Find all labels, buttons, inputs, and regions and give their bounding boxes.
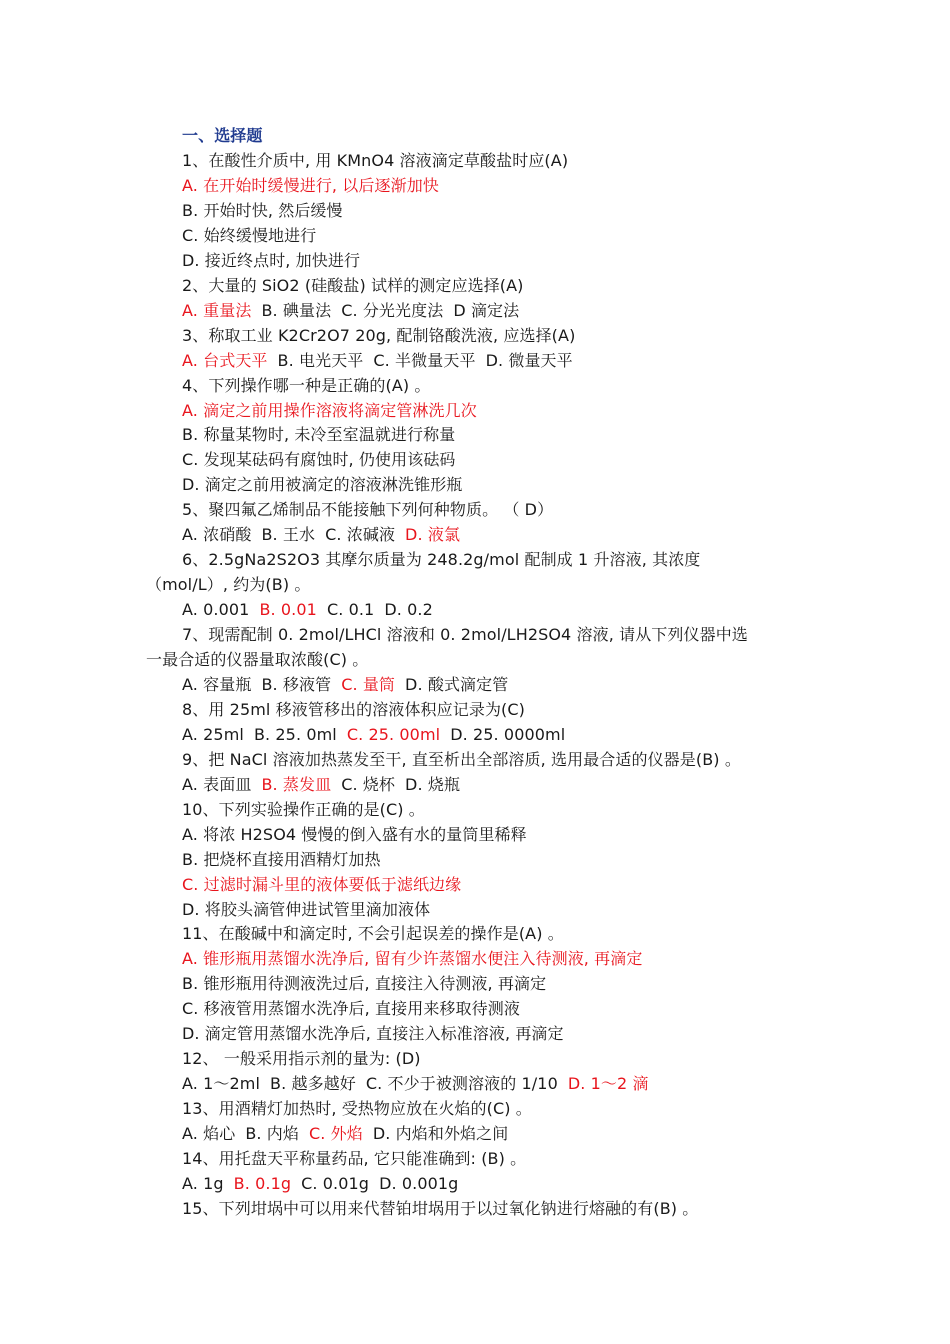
question-text: C. 发现某砝码有腐蚀时, 仍使用该砝码: [182, 450, 456, 470]
text-line: [182, 748, 741, 772]
question-text: D. 酸式滴定管: [405, 674, 509, 694]
text-line: [182, 848, 381, 872]
answer-text: B. 0.01: [259, 600, 317, 620]
text-line: [182, 947, 642, 971]
question-text: D. 微量天平: [485, 350, 573, 370]
options-line: [182, 1172, 458, 1196]
text-line: [182, 249, 360, 273]
options-line: [182, 349, 573, 373]
question-text: C. 始终缓慢地进行: [182, 225, 317, 245]
question-text: A. 将浓 H2SO4 慢慢的倒入盛有水的量筒里稀释: [182, 824, 527, 844]
answer-text: A. 重量法: [182, 300, 252, 320]
question-text: C. 烧杯: [341, 774, 396, 794]
answer-text: C. 过滤时漏斗里的液体要低于滤纸边缘: [182, 874, 462, 894]
text-line: [182, 274, 524, 298]
question-text: B. 把烧杯直接用酒精灯加热: [182, 849, 381, 869]
question-text: 一最合适的仪器量取浓酸(C) 。: [146, 650, 369, 669]
text-line: [182, 798, 425, 822]
question-text: 7、现需配制 0. 2mol/LHCl 溶液和 0. 2mol/LH2SO4 溶液, 请从下列仪器中选: [182, 625, 748, 645]
text-line: [182, 1147, 526, 1171]
options-line: [182, 523, 460, 547]
question-text: B. 电光天平: [277, 350, 364, 370]
text-line: [182, 823, 527, 847]
question-text: C. 浓碱液: [325, 525, 396, 545]
question-text: D. 烧瓶: [405, 774, 461, 794]
question-text: D. 滴定管用蒸馏水洗净后, 直接注入标准溶液, 再滴定: [182, 1024, 564, 1044]
question-text: C. 移液管用蒸馏水洗净后, 直接用来移取待测液: [182, 999, 520, 1019]
question-text: 10、下列实验操作正确的是(C) 。: [182, 799, 425, 819]
answer-text: D. 1～2 滴: [567, 1074, 649, 1094]
question-text: B. 开始时快, 然后缓慢: [182, 200, 343, 220]
text-line: [182, 548, 700, 572]
question-text: 6、2.5gNa2S2O3 其摩尔质量为 248.2g/mol 配制成 1 升溶液, 其浓度: [182, 550, 701, 570]
question-text: D. 滴定之前用被滴定的溶液淋洗锥形瓶: [182, 475, 463, 495]
question-text: D. 0.001g: [379, 1173, 459, 1193]
answer-text: B. 0.1g: [233, 1173, 292, 1193]
text-line: [146, 573, 310, 597]
question-text: 13、用酒精灯加热时, 受热物应放在火焰的(C) 。: [182, 1099, 532, 1119]
question-text: D. 内焰和外焰之间: [372, 1124, 509, 1144]
answer-text: A. 台式天平: [182, 350, 268, 370]
question-text: A. 表面皿: [182, 774, 252, 794]
answer-text: C. 量筒: [341, 674, 396, 694]
answer-text: C. 25. 00ml: [346, 724, 441, 744]
question-text: D. 接近终点时, 加快进行: [182, 250, 361, 270]
question-text: B. 碘量法: [261, 300, 332, 320]
options-line: [182, 1072, 649, 1096]
question-text: B. 25. 0ml: [253, 724, 337, 744]
question-text: 9、把 NaCl 溶液加热蒸发至干, 直至析出全部溶质, 选用最合适的仪器是(B) 。: [182, 749, 741, 769]
question-text: 1、在酸性介质中, 用 KMnO4 溶液滴定草酸盐时应(A): [182, 151, 569, 170]
text-line: [182, 498, 553, 522]
question-text: 4、下列操作哪一种是正确的(A) 。: [182, 375, 431, 395]
text-line: [182, 149, 568, 173]
text-line: [146, 648, 368, 672]
question-text: C. 半微量天平: [373, 350, 476, 370]
answer-text: C. 外焰: [309, 1124, 363, 1144]
question-text: B. 移液管: [261, 674, 332, 694]
text-line: [182, 922, 564, 946]
text-line: [182, 224, 316, 248]
text-line: [182, 1047, 421, 1071]
question-text: 12、 一般采用指示剂的量为: (D): [182, 1049, 421, 1069]
text-line: [182, 1097, 532, 1121]
question-text: B. 称量某物时, 未冷至室温就进行称量: [182, 425, 456, 445]
text-line: [182, 374, 431, 398]
question-text: A. 0.001: [182, 600, 250, 620]
text-line: [182, 698, 525, 722]
options-line: [182, 723, 565, 747]
options-line: [182, 773, 460, 797]
answer-text: B. 蒸发皿: [261, 774, 332, 794]
question-text: （mol/L）, 约为(B) 。: [146, 575, 311, 595]
question-text: A. 1g: [182, 1173, 224, 1193]
text-line: [182, 1197, 698, 1221]
text-line: [182, 324, 575, 348]
text-line: [182, 448, 456, 472]
question-text: B. 内焰: [245, 1124, 299, 1144]
question-text: D. 25. 0000ml: [450, 724, 566, 744]
answer-text: A. 锥形瓶用蒸馏水洗净后, 留有少许蒸馏水便注入待测液, 再滴定: [182, 949, 643, 969]
question-text: D 滴定法: [453, 300, 520, 320]
options-line: [182, 598, 433, 622]
question-text: C. 不少于被测溶液的 1/10: [365, 1074, 558, 1094]
question-text: 8、用 25ml 移液管移出的溶液体积应记录为(C): [182, 699, 525, 719]
text-line: [182, 873, 461, 897]
question-text: B. 越多越好: [270, 1074, 356, 1094]
question-text: 11、在酸碱中和滴定时, 不会引起误差的操作是(A) 。: [182, 924, 564, 944]
options-line: [182, 673, 508, 697]
answer-text: A. 滴定之前用操作溶液将滴定管淋洗几次: [182, 400, 477, 420]
question-text: A. 容量瓶: [182, 674, 252, 694]
text-line: [182, 972, 546, 996]
question-text: A. 25ml: [182, 724, 244, 744]
question-text: C. 分光光度法: [341, 300, 444, 320]
text-line: [182, 623, 748, 647]
question-text: D. 0.2: [384, 600, 433, 620]
question-text: B. 锥形瓶用待测液洗过后, 直接注入待测液, 再滴定: [182, 974, 547, 994]
text-line: [182, 997, 520, 1021]
text-line: [182, 898, 430, 922]
section-heading: 一、选择题: [182, 126, 263, 145]
question-text: A. 焰心: [182, 1124, 236, 1144]
question-text: B. 王水: [261, 525, 316, 545]
question-text: 15、下列坩埚中可以用来代替铂坩埚用于以过氧化钠进行熔融的有(B) 。: [182, 1198, 699, 1218]
question-text: A. 浓硝酸: [182, 525, 252, 545]
question-text: 14、用托盘天平称量药品, 它只能准确到: (B) 。: [182, 1149, 527, 1168]
text-line: [182, 199, 343, 223]
answer-text: D. 液氯: [405, 525, 461, 545]
options-line: [182, 299, 519, 323]
question-text: 3、称取工业 K2Cr2O7 20g, 配制铬酸洗液, 应选择(A): [182, 325, 576, 345]
text-line: [182, 399, 477, 423]
text-line: [182, 174, 439, 198]
text-line: [182, 423, 455, 447]
text-line: [182, 473, 462, 497]
question-text: A. 1～2ml: [182, 1074, 261, 1094]
answer-text: A. 在开始时缓慢进行, 以后逐渐加快: [182, 175, 439, 195]
question-text: C. 0.01g: [301, 1173, 370, 1193]
options-line: [182, 1122, 508, 1146]
question-text: C. 0.1: [326, 600, 375, 620]
question-text: 5、聚四氟乙烯制品不能接触下列何种物质。 （ D）: [182, 500, 554, 520]
question-text: 2、大量的 SiO2 (硅酸盐) 试样的测定应选择(A): [182, 275, 524, 295]
question-text: D. 将胶头滴管伸进试管里滴加液体: [182, 899, 431, 919]
text-line: [182, 1022, 564, 1046]
